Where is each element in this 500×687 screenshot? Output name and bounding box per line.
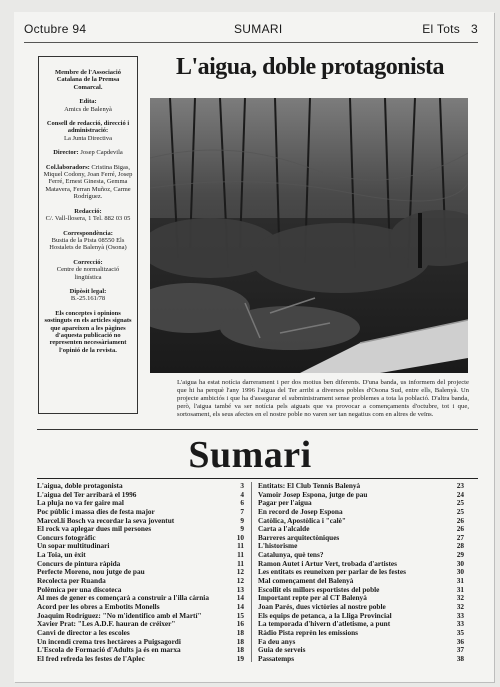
section-divider bbox=[37, 429, 478, 430]
toc-entry-page: 6 bbox=[237, 499, 244, 508]
toc-entry bbox=[37, 629, 244, 638]
flooded-riverbank-photo bbox=[150, 98, 468, 373]
toc-entry bbox=[37, 508, 244, 517]
toc-entry-page: 26 bbox=[454, 517, 464, 526]
page-header bbox=[24, 22, 488, 40]
toc-entry-title: L'aigua del Ter arribarà el 1996 bbox=[37, 490, 137, 499]
masthead-box bbox=[38, 56, 138, 414]
toc-entry-title: Canvi de director a les escoles bbox=[37, 628, 130, 637]
toc-entry-page: 37 bbox=[454, 646, 464, 655]
toc-entry-title: Xavier Prat: "Les A.D.F. hauran de créixer" bbox=[37, 620, 176, 629]
issue-date: Octubre 94 bbox=[24, 22, 87, 36]
council-value: La Junta Directiva bbox=[63, 134, 112, 142]
toc-entry bbox=[258, 620, 464, 629]
toc-entry-page: 14 bbox=[234, 594, 244, 603]
toc-entry-page: 33 bbox=[454, 620, 464, 629]
toc-entry-page: 11 bbox=[234, 542, 244, 551]
toc-entry-page: 15 bbox=[234, 612, 244, 621]
toc-entry bbox=[258, 560, 464, 569]
toc-entry-page: 9 bbox=[237, 517, 244, 526]
toc-entry bbox=[258, 525, 464, 534]
toc-entry bbox=[37, 491, 244, 500]
section-name: SUMARI bbox=[234, 22, 283, 36]
toc-entry-page: 38 bbox=[454, 655, 464, 664]
toc-entry-title: Mal començament del Balenyà bbox=[258, 577, 354, 586]
toc-entry bbox=[37, 638, 244, 647]
toc-entry-title: Un sopar multitudinari bbox=[37, 542, 110, 551]
toc-entry-page: 25 bbox=[454, 508, 464, 517]
toc-entry-title: Un incendi crema tres hectàrees a Puigsagordi bbox=[37, 637, 181, 646]
toc-entry-page: 32 bbox=[454, 594, 464, 603]
director-block bbox=[43, 149, 133, 156]
toc-entry-page: 18 bbox=[234, 629, 244, 638]
toc-entry-title: Carta a l'alcalde bbox=[258, 525, 310, 534]
toc-entry bbox=[258, 612, 464, 621]
toc-column-right bbox=[258, 482, 464, 663]
toc-entry-page: 35 bbox=[454, 629, 464, 638]
toc-entry-page: 18 bbox=[234, 638, 244, 647]
toc-entry bbox=[37, 655, 244, 664]
toc-entry-title: Al mes de gener es començarà a construir a l'illa càrnia bbox=[37, 594, 209, 603]
toc-entry-page: 36 bbox=[454, 638, 464, 647]
correspondencia-label: Correspondència: bbox=[63, 229, 113, 237]
toc-column-left bbox=[37, 482, 244, 663]
toc-entry bbox=[37, 603, 244, 612]
toc-entry bbox=[258, 586, 464, 595]
toc-entry bbox=[37, 586, 244, 595]
toc-entry-title: La pluja no va fer gaire mal bbox=[37, 499, 124, 508]
toc-entry bbox=[37, 551, 244, 560]
council-label: Consell de redacció, direcció i administració: bbox=[46, 120, 130, 135]
toc-column-separator bbox=[251, 482, 252, 662]
toc-entry bbox=[37, 534, 244, 543]
page-title: L'aigua, doble protagonista bbox=[175, 54, 445, 80]
toc-entry-page: 14 bbox=[234, 603, 244, 612]
correccio-block bbox=[43, 259, 133, 281]
toc-entry-page: 11 bbox=[234, 551, 244, 560]
toc-entry-page: 29 bbox=[454, 551, 464, 560]
toc-entry-page: 18 bbox=[234, 646, 244, 655]
toc-entry bbox=[258, 655, 464, 664]
toc-entry-page: 30 bbox=[454, 568, 464, 577]
toc-entry-page: 24 bbox=[454, 491, 464, 500]
cover-photo bbox=[150, 98, 468, 373]
toc-entry bbox=[37, 525, 244, 534]
sumari-heading: Sumari bbox=[188, 434, 312, 476]
header-divider bbox=[24, 42, 478, 43]
toc-entry-page: 4 bbox=[237, 491, 244, 500]
toc-entry bbox=[37, 517, 244, 526]
disclaimer: Els conceptes i opinions sostinguts en els articles signats que apareixen a les pàgines d'aquesta publicació no representen necessàriament l'opinió de la revista. bbox=[44, 309, 132, 354]
toc-entry-page: 25 bbox=[454, 499, 464, 508]
redaccio-value: C/. Vall-llosera, 1 Tel. 882 03 05 bbox=[45, 215, 131, 223]
toc-entry-page: 33 bbox=[454, 612, 464, 621]
toc-entry-title: Fa deu anys bbox=[258, 637, 296, 646]
page-number: 3 bbox=[471, 22, 478, 36]
toc-entry-title: Les entitats es reuneixen per parlar de les festes bbox=[258, 568, 406, 577]
toc-entry-title: Important repte per al CT Balenyà bbox=[258, 594, 367, 603]
toc-entry bbox=[258, 603, 464, 612]
toc-entry bbox=[37, 620, 244, 629]
toc-entry-title: Catòlica, Apostòlica i "calè" bbox=[258, 516, 346, 525]
toc-entry-page: 19 bbox=[234, 655, 244, 664]
collaborators-block bbox=[43, 164, 133, 201]
diposit-block bbox=[43, 288, 133, 303]
edita-block bbox=[43, 98, 133, 113]
toc-entry-title: Marcel.lí Bosch va recordar la seva joventut bbox=[37, 516, 175, 525]
toc-entry bbox=[258, 551, 464, 560]
toc-entry-page: 9 bbox=[237, 525, 244, 534]
toc-entry-title: L'historisme bbox=[258, 542, 298, 551]
toc-entry-title: Escollit els millors esportistes del poble bbox=[258, 585, 380, 594]
toc-entry-page: 10 bbox=[234, 534, 244, 543]
toc-entry bbox=[37, 594, 244, 603]
edita-value: Amics de Balenyà bbox=[64, 105, 112, 113]
toc-entry bbox=[37, 612, 244, 621]
toc-entry-page: 11 bbox=[234, 560, 244, 569]
toc-entry bbox=[258, 577, 464, 586]
toc-entry bbox=[258, 594, 464, 603]
toc-entry-title: El rock va aplegar dues mil persones bbox=[37, 525, 152, 534]
toc-entry bbox=[37, 560, 244, 569]
toc-entry bbox=[258, 508, 464, 517]
toc-entry-title: Ramon Autet i Artur Vert, trobada d'artistes bbox=[258, 559, 397, 568]
toc-entry bbox=[258, 517, 464, 526]
toc-entry-title: Barreres arquitectòniques bbox=[258, 533, 340, 542]
redaccio-block bbox=[43, 208, 133, 223]
toc-divider bbox=[37, 478, 478, 479]
toc-entry-page: 3 bbox=[237, 482, 244, 491]
toc-entry-title: L'Escola de Formació d'Adults ja és en marxa bbox=[37, 646, 181, 655]
toc-entry-page: 23 bbox=[454, 482, 464, 491]
toc-entry bbox=[258, 646, 464, 655]
toc-entry-page: 31 bbox=[454, 586, 464, 595]
edita-label: Edita: bbox=[79, 98, 97, 106]
toc-entry bbox=[258, 638, 464, 647]
toc-entry bbox=[258, 491, 464, 500]
toc-entry-title: Acord per les obres a Embotits Monells bbox=[37, 602, 160, 611]
toc-entry bbox=[258, 629, 464, 638]
toc-entry-page: 28 bbox=[454, 542, 464, 551]
toc-entry-page: 27 bbox=[454, 534, 464, 543]
membership-note: Membre de l'Associació Catalana de la Premsa Comarcal. bbox=[55, 69, 121, 91]
toc-entry bbox=[37, 482, 244, 491]
toc-entry-page: 26 bbox=[454, 525, 464, 534]
toc-entry bbox=[258, 568, 464, 577]
collaborators-value: Cristina Bigas, Miquel Codony, Joan Ferré, Josep Ferré, Ernest Ginesta, Gemma Matavera, Ferran Muñoz, Carme Rodríguez. bbox=[43, 163, 133, 201]
correccio-label: Correcció: bbox=[73, 258, 103, 266]
diposit-value: B.-25.161/78 bbox=[70, 295, 106, 303]
director-value: Josep Capdevila bbox=[80, 149, 123, 157]
toc-entry-page: 32 bbox=[454, 603, 464, 612]
toc-entry bbox=[37, 568, 244, 577]
toc-entry-title: Concurs de pintura ràpida bbox=[37, 559, 121, 568]
toc-entry bbox=[37, 577, 244, 586]
toc-entry-title: Joaquim Rodríguez: "No m'identifico amb el Martí" bbox=[37, 611, 202, 620]
toc-entry-title: Pagar per l'aigua bbox=[258, 499, 312, 508]
toc-entry-page: 12 bbox=[234, 568, 244, 577]
toc-entry-page: 31 bbox=[454, 577, 464, 586]
toc-entry bbox=[37, 499, 244, 508]
diposit-label: Dipòsit legal: bbox=[69, 287, 107, 295]
toc-entry-title: La Toia, un èxit bbox=[37, 551, 86, 560]
toc-entry-title: Poc públic i massa dies de festa major bbox=[37, 507, 155, 516]
toc-entry-page: 13 bbox=[234, 586, 244, 595]
toc-entry bbox=[258, 482, 464, 491]
toc-entry bbox=[258, 534, 464, 543]
publication-name: El Tots bbox=[422, 22, 461, 36]
toc-entry-title: Perfecte Moreno, nou jutge de pau bbox=[37, 568, 145, 577]
toc-entry-page: 16 bbox=[234, 620, 244, 629]
toc-entry bbox=[258, 542, 464, 551]
toc-entry-title: Recolecta per Ruanda bbox=[37, 577, 106, 586]
toc-entry-title: El fred refreda les festes de l'Aplec bbox=[37, 654, 145, 663]
correccio-value: Centre de normalització lingüística bbox=[56, 266, 120, 281]
toc-entry bbox=[258, 499, 464, 508]
director-label: Director: bbox=[53, 149, 79, 157]
toc-entry-page: 12 bbox=[234, 577, 244, 586]
correspondencia-block bbox=[43, 230, 133, 252]
toc-entry-title: Passatemps bbox=[258, 654, 295, 663]
toc-entry-page: 7 bbox=[237, 508, 244, 517]
toc-entry-title: Polèmica per una discoteca bbox=[37, 585, 122, 594]
toc-entry-title: Guia de serveis bbox=[258, 646, 306, 655]
toc-entry-title: Entitats: El Club Tennis Balenyà bbox=[258, 482, 361, 490]
redaccio-label: Redacció: bbox=[74, 207, 102, 215]
toc-entry-title: Vamoir Josep Espona, jutge de pau bbox=[258, 490, 368, 499]
toc-entry bbox=[37, 646, 244, 655]
publication-and-page bbox=[422, 22, 478, 36]
collaborators-label: Col.laboradors: bbox=[45, 163, 90, 171]
toc-entry-title: Concurs fotogràfic bbox=[37, 533, 96, 542]
correspondencia-value: Bustia de la Pista 08550 Els Hostalets de Balenyà (Osona) bbox=[49, 236, 127, 252]
toc-entry-title: La temporada d'hivern d'atletisme, a punt bbox=[258, 620, 391, 629]
council-block bbox=[43, 120, 133, 142]
toc-entry-title: En record de Josep Espona bbox=[258, 507, 343, 516]
toc-entry-title: Ràdio Pista reprèn les emissions bbox=[258, 628, 358, 637]
toc-entry-title: Joan Parés, dues victòries al nostre poble bbox=[258, 602, 386, 611]
photo-caption: L'aigua ha estat notícia darrerament i per dos motius ben diferents. D'una banda, us informem del projecte que hi ha perquè l'any 1996 l'aigua del Ter arribi a diversos pobles d'Osona Sud, entre ells, Balenyà. Un projecte ambiciós i que ha d'assegurar el subministrament sense problemes a tota la població. D'altra banda, però, l'aigua també va ser notícia pels aiguats que va provocar a començaments d'octubre, tot i que, sortosament, els seus afectes en el nostre poble no varen ser tan negatius com en altres de veïns. bbox=[177, 379, 469, 418]
toc-entry-title: L'aigua, doble protagonista bbox=[37, 482, 123, 490]
toc-entry-title: Catalunya, què tens? bbox=[258, 551, 324, 560]
toc-entry-title: Els equips de petanca, a la Lliga Provincial bbox=[258, 611, 392, 620]
toc-entry bbox=[37, 542, 244, 551]
toc-entry-page: 30 bbox=[454, 560, 464, 569]
